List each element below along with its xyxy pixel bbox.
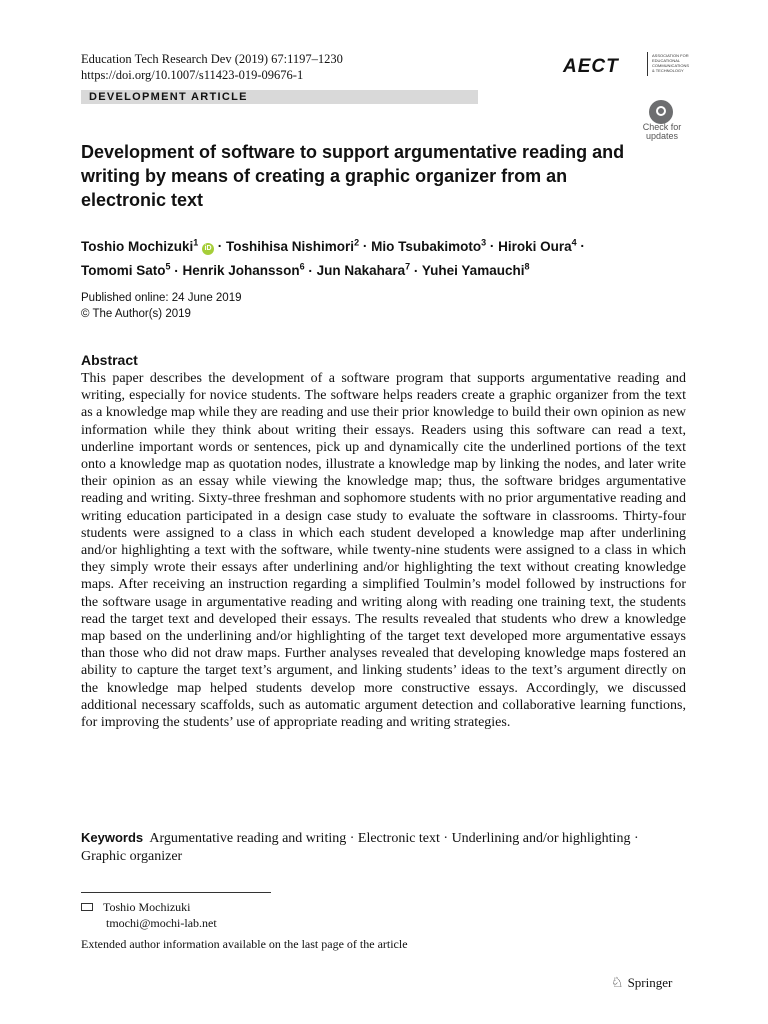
author[interactable] xyxy=(81,239,214,254)
author-name: Tomomi Sato xyxy=(81,263,166,278)
article-type-bar xyxy=(81,90,478,104)
author[interactable] xyxy=(317,263,411,278)
aect-logo xyxy=(563,52,689,78)
springer-horse-icon: ♘ xyxy=(611,976,624,991)
check-for-updates-badge[interactable] xyxy=(636,99,688,141)
article-type: DEVELOPMENT ARTICLE xyxy=(89,91,248,103)
keywords-heading: Keywords xyxy=(81,830,144,845)
author-separator: · xyxy=(359,238,372,254)
author[interactable] xyxy=(498,239,577,254)
author-name: Mio Tsubakimoto xyxy=(371,238,482,254)
logo-divider xyxy=(647,52,648,76)
publication-info xyxy=(81,290,242,322)
corresponding-name: Toshio Mochizuki xyxy=(103,900,191,914)
copyright: © The Author(s) 2019 xyxy=(81,308,191,320)
corresponding-email[interactable]: tmochi@mochi-lab.net xyxy=(106,916,217,930)
extended-author-info: Extended author information available on the last page of the article xyxy=(81,937,408,951)
author-name: Henrik Johansson xyxy=(182,263,300,278)
author-list xyxy=(81,232,661,281)
journal-citation xyxy=(81,51,343,83)
envelope-icon xyxy=(81,903,93,911)
article-title: Development of software to support argumentative reading and writing by means of creating a graphic organizer from an electronic text xyxy=(81,142,625,210)
author[interactable] xyxy=(183,263,305,278)
author-separator: · xyxy=(214,238,227,254)
corresponding-author xyxy=(81,899,217,931)
author-affiliation: 7 xyxy=(405,261,411,272)
author-separator: · xyxy=(410,263,422,278)
aect-logo-subtext: ASSOCIATION FOR EDUCATIONAL COMMUNICATIONS & TECHNOLOGY xyxy=(652,53,690,73)
author-affiliation: 6 xyxy=(299,261,305,272)
author-affiliation: 2 xyxy=(354,237,360,247)
author-affiliation: 1 xyxy=(193,237,199,247)
keywords-text: Argumentative reading and writing · Electronic text · Underlining and/or highlighting · Graphic organizer xyxy=(81,831,639,864)
author-name: Jun Nakahara xyxy=(316,263,406,278)
author-separator: · xyxy=(304,263,317,278)
author-affiliation: 5 xyxy=(165,261,171,272)
footnote-rule xyxy=(81,892,271,893)
abstract-heading: Abstract xyxy=(81,352,138,368)
author-name: Toshihisa Nishimori xyxy=(226,238,355,254)
publisher-name: Springer xyxy=(627,975,673,990)
author-separator: · xyxy=(170,263,183,278)
author-name: Yuhei Yamauchi xyxy=(421,263,525,278)
author[interactable] xyxy=(371,239,486,254)
aect-logo-text: AECT xyxy=(563,56,619,77)
abstract-text: This paper describes the development of a software program that supports argumentative reading and writing, especially for novice students. The software helps readers create a graphic organizer from the text as a knowledge map while they are reading and use their prior knowledge to build their own opinion as new information while they think about writing their essays. Readers using this software can read a text, underline important words or sentences, pick up and dynamically cite the underlined portions of the text onto a knowledge map as quotation nodes, illustrate a knowledge map by linking the nodes, and later write their opinion as an essay while viewing the knowledge map; thus, the software bridges argumentative reading and writing. Sixty-three freshman and sophomore students with no prior argumentative reading and writing education participated in a design case study to evaluate the software in classrooms. Thirty-four students were assigned to a class in which each student developed a knowledge map after underlining and/or highlighting a text with the software, while twenty-nine students were assigned to a class in which they simply wrote their essays after underlining and/or highlighting the text without creating knowledge maps. After receiving an instruction regarding a simplified Toulmin’s model followed by instructions for the software usage in argumentative reading and writing along with reading one training text, the students read the target text and developed their essays. The results revealed that students who drew a knowledge map based on the underlining and/or highlighting of the target text developed more argumentative essays than those who did not draw maps. Further analyses revealed that developing knowledge maps fostered an ability to capture the target text’s argument, and linking students’ ideas to the text’s argument directly on the knowledge map helped students develop more constructive essays. Accordingly, we discussed additional necessary scaffolds, such as automatic argument detection and collaborative learning functions, for improving the students’ use of appropriate reading and writing strategies. xyxy=(81,371,686,731)
check-updates-label: Check for updates xyxy=(642,122,682,141)
orcid-icon[interactable]: iD xyxy=(202,243,214,255)
author-name: Toshio Mochizuki xyxy=(81,238,194,254)
author[interactable] xyxy=(81,263,171,278)
author-affiliation: 4 xyxy=(571,237,577,247)
author[interactable] xyxy=(422,263,530,278)
published-date: Published online: 24 June 2019 xyxy=(81,292,242,304)
check-updates-icon xyxy=(649,100,673,124)
journal-name: Education Tech Research Dev (2019) 67:1197–1230 xyxy=(81,52,343,66)
springer-logo xyxy=(611,974,672,993)
author-separator: · xyxy=(576,238,585,254)
author-affiliation: 3 xyxy=(481,237,487,247)
author-separator: · xyxy=(486,238,499,254)
author-name: Hiroki Oura xyxy=(498,238,572,254)
doi-link[interactable]: https://doi.org/10.1007/s11423-019-09676-1 xyxy=(81,68,304,82)
keywords xyxy=(81,829,686,866)
author-affiliation: 8 xyxy=(524,261,530,272)
author[interactable] xyxy=(226,239,359,254)
